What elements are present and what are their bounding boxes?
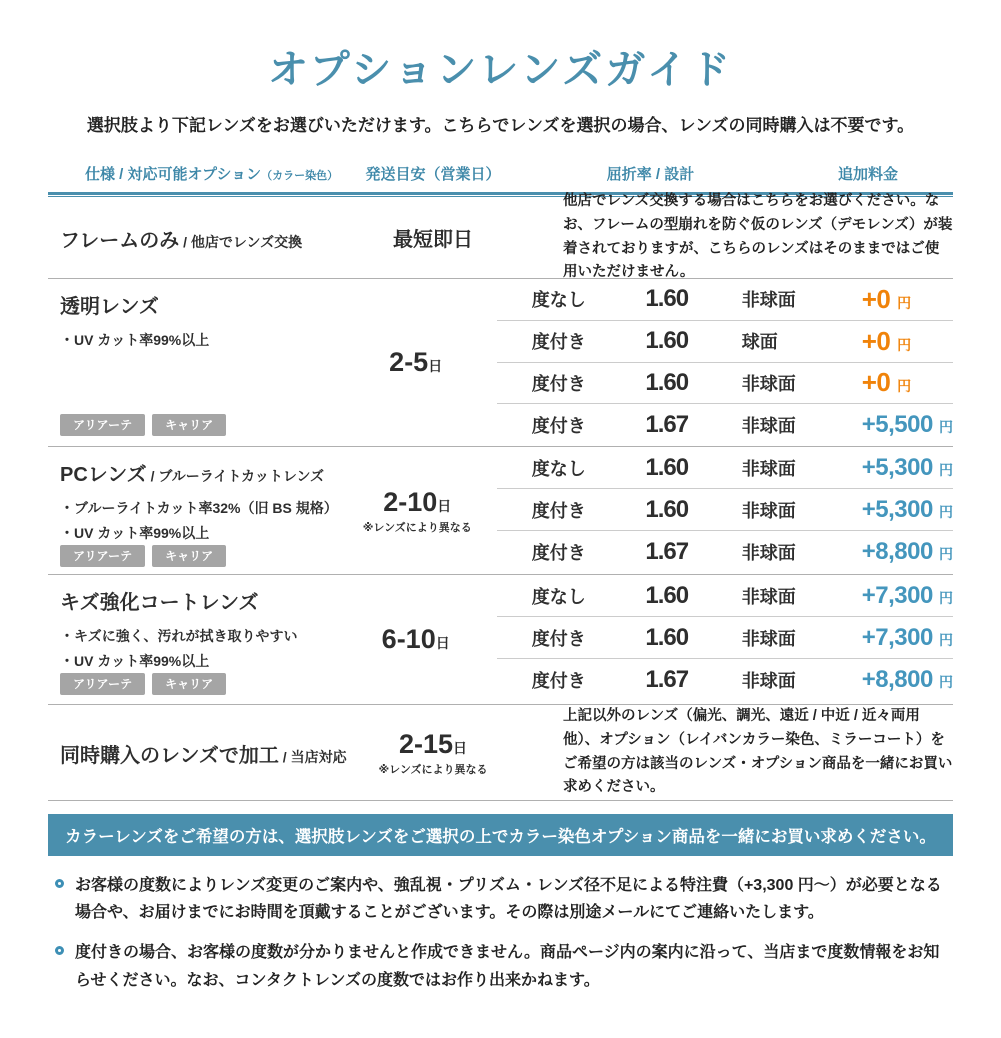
shipping-note: ※レンズにより異なる <box>362 521 472 534</box>
shipping-estimate: 6-10日 <box>381 624 450 654</box>
lens-option-row <box>497 575 953 617</box>
lens-design: 非球面 <box>741 416 796 437</box>
refractive-index: 1.60 <box>645 285 689 313</box>
refractive-index: 1.60 <box>645 327 689 355</box>
additional-price: +5,300 円 <box>861 453 953 481</box>
header-spec: 仕様 / 対応可能オプション（カラー染色） <box>85 166 339 183</box>
lens-option-row <box>497 404 953 446</box>
section-clear-lens <box>48 279 953 447</box>
section-scratch-coat-lens <box>48 575 953 705</box>
color-lens-banner: カラーレンズをご希望の方は、選択肢レンズをご選択の上でカラー染色オプション商品を一緒にお買い求めください。 <box>48 814 953 856</box>
power-type: 度付き <box>531 332 586 353</box>
additional-price: +8,800 円 <box>861 666 953 693</box>
feature-item: ・ブルーライトカット率32%（旧 BS 規格） <box>60 500 338 516</box>
power-type: 度なし <box>531 458 586 479</box>
badge-career: キャリア <box>152 673 226 695</box>
power-type: 度なし <box>531 586 586 607</box>
section-title: フレームのみ / 他店でレンズ交換 <box>60 229 303 252</box>
power-type: 度付き <box>531 543 586 563</box>
section-frame-only <box>48 192 953 281</box>
refractive-index: 1.67 <box>645 666 689 693</box>
refractive-index: 1.67 <box>645 411 689 439</box>
lens-option-row <box>497 279 953 321</box>
section-pc-lens <box>48 447 953 575</box>
power-type: 度なし <box>531 290 586 311</box>
lens-option-row <box>497 363 953 405</box>
additional-price: +0 円 <box>861 367 912 398</box>
feature-item: ・UV カット率99%以上 <box>60 652 210 669</box>
note-item: 度付きの場合、お客様の度数が分かりませんと作成できません。商品ページ内の案内に沿って、当店まで度数情報をお知らせください。なお、コンタクトレンズの度数ではお作り出来かねます。 <box>48 939 953 993</box>
additional-price: +0 円 <box>861 283 912 314</box>
lens-option-row <box>497 489 953 531</box>
section-description: 他店でレンズ交換する場合はこちらをお選びください。なお、フレームの型崩れを防ぐ仮のレンズ（デモレンズ）が装着されておりますが、こちらのレンズはそのままではご使用いただけません。 <box>563 192 953 281</box>
lens-option-row <box>497 617 953 659</box>
power-type: 度付き <box>531 671 586 691</box>
power-type: 度付き <box>531 373 586 394</box>
refractive-index: 1.60 <box>645 453 689 481</box>
lens-option-row <box>497 321 953 363</box>
refractive-index: 1.60 <box>645 368 689 396</box>
lens-option-row <box>497 531 953 573</box>
additional-price: +7,300 円 <box>861 581 953 609</box>
power-type: 度付き <box>531 500 586 521</box>
page-title: オプションレンズガイド <box>268 48 733 92</box>
lens-design: 非球面 <box>741 373 796 394</box>
feature-item: ・キズに強く、汚れが拭き取りやすい <box>60 628 298 644</box>
table-header-row <box>48 160 953 184</box>
shipping-estimate: 最短即日 <box>393 229 473 251</box>
refractive-index: 1.67 <box>645 538 689 565</box>
notes-list <box>48 872 953 994</box>
power-type: 度付き <box>531 628 586 649</box>
circle-bullet-icon <box>55 879 64 888</box>
section-title: 同時購入のレンズで加工 / 当店対応 <box>60 744 347 767</box>
section-title: PCレンズ / ブルーライトカットレンズ <box>60 464 325 486</box>
lens-design: 球面 <box>741 332 778 353</box>
refractive-index: 1.60 <box>645 623 689 651</box>
note-item: お客様の度数によりレンズ変更のご案内や、強乱視・プリズム・レンズ径不足による特注費（+3,300 円～）が必要となる場合や、お届けまでにお時間を頂戴することがございます。その際は別途メールにてご連絡いたします。 <box>48 872 953 926</box>
option-lens-guide-page <box>0 38 1001 994</box>
header-price: 追加料金 <box>837 166 898 183</box>
badge-ariate: アリアーテ <box>60 545 145 567</box>
lens-option-row <box>497 447 953 489</box>
badge-ariate: アリアーテ <box>60 673 145 695</box>
additional-price: +8,800 円 <box>861 538 953 565</box>
additional-price: +0 円 <box>861 325 912 356</box>
badge-career: キャリア <box>152 414 226 436</box>
lens-design: 非球面 <box>741 671 796 691</box>
refractive-index: 1.60 <box>645 495 689 523</box>
header-shipping: 発送目安（営業日） <box>365 166 501 183</box>
power-type: 度付き <box>531 416 586 437</box>
feature-item: ・UV カット率99%以上 <box>60 524 210 541</box>
additional-price: +5,300 円 <box>861 495 953 523</box>
feature-item: ・UV カット率99%以上 <box>60 332 210 348</box>
page-subtitle: 選択肢より下記レンズをお選びいただけます。こちらでレンズを選択の場合、レンズの同時購入は不要です。 <box>86 116 915 135</box>
lens-design: 非球面 <box>741 543 796 563</box>
circle-bullet-icon <box>55 946 64 955</box>
refractive-index: 1.60 <box>645 581 689 609</box>
shipping-estimate: 2-5日 <box>389 347 443 377</box>
section-description: 上記以外のレンズ（偏光、調光、遠近 / 中近 / 近々両用 他）、オプション（レイバンカラー染色、ミラーコート）をご希望の方は該当のレンズ・オプション商品を一緒にお買い求めください。 <box>563 707 953 796</box>
header-spec-note: （カラー染色） <box>261 170 339 182</box>
lens-option-row <box>497 659 953 701</box>
shipping-estimate: 2-15日 ※レンズにより異なる <box>378 728 488 776</box>
lens-design: 非球面 <box>741 500 796 521</box>
shipping-estimate: 2-10日 ※レンズにより異なる <box>362 486 472 534</box>
section-title: 透明レンズ <box>60 296 159 318</box>
lens-design: 非球面 <box>741 458 796 479</box>
lens-design: 非球面 <box>741 628 796 649</box>
additional-price: +7,300 円 <box>861 623 953 651</box>
badge-career: キャリア <box>152 545 226 567</box>
shipping-note: ※レンズにより異なる <box>378 763 488 776</box>
section-title: キズ強化コートレンズ <box>60 592 259 614</box>
badge-ariate: アリアーテ <box>60 414 145 436</box>
lens-design: 非球面 <box>741 586 796 607</box>
header-index-design: 屈折率 / 設計 <box>606 166 695 183</box>
lens-design: 非球面 <box>741 290 796 311</box>
additional-price: +5,500 円 <box>861 411 953 439</box>
section-purchased-lens-processing <box>48 705 953 801</box>
